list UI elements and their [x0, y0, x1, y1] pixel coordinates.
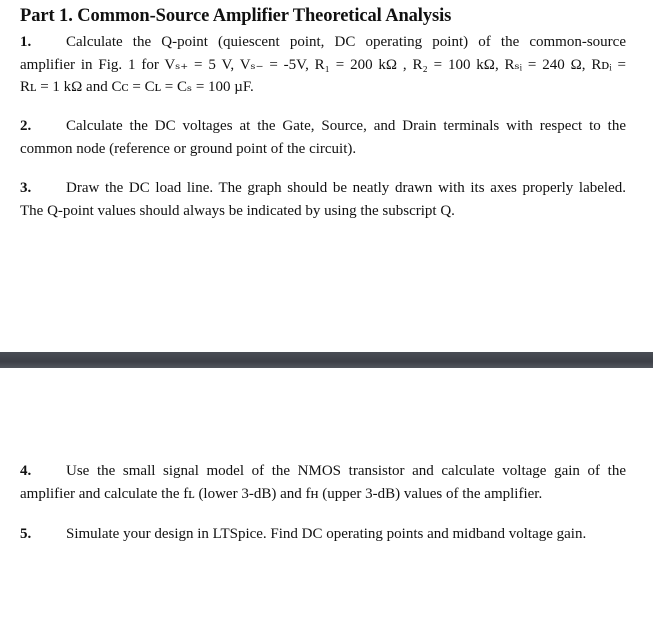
question-5-text-1: Simulate your design in LTSpice. Find DC operating points and midband voltage gain. — [66, 526, 587, 542]
question-4-text-1: Use the small signal model of the NMOS transistor and calculate voltage gain of the — [66, 463, 626, 479]
question-1-line-1 — [20, 31, 626, 54]
question-4-line-2: amplifier and calculate the fʟ (lower 3-dB) and fʜ (upper 3-dB) values of the amplifier. — [20, 485, 543, 502]
question-3-line-2: The Q-point values should always be indicated by using the subscript Q. — [20, 202, 455, 219]
question-3-line-1 — [20, 177, 626, 200]
question-2-text-1: Calculate the DC voltages at the Gate, Source, and Drain terminals with respect to the — [66, 118, 626, 134]
question-2 — [20, 115, 626, 160]
question-5-line-1 — [20, 523, 626, 546]
question-1-text-1: Calculate the Q-point (quiescent point, DC operating point) of the common-source — [66, 34, 626, 50]
question-2-line-2: common node (reference or ground point of the circuit). — [20, 140, 357, 157]
question-1-number: 1. — [20, 34, 32, 50]
question-5-number: 5. — [20, 526, 32, 542]
part-title: Part 1. Common-Source Amplifier Theoretical Analysis — [20, 6, 452, 26]
question-4-number: 4. — [20, 463, 32, 479]
section-divider — [0, 352, 653, 368]
question-1-line-3: Rʟ = 1 kΩ and Cᴄ = Cʟ = Cₛ = 100 µF. — [20, 79, 254, 95]
question-1-line-2: amplifier in Fig. 1 for Vₛ₊ = 5 V, Vₛ₋ = -5V, R₁ = 200 kΩ , R₂ = 100 kΩ, Rₛᵢ = 240 Ω, Rᴅᵢ = — [20, 56, 626, 73]
question-4 — [20, 460, 626, 505]
question-5 — [20, 523, 626, 546]
question-2-line-1 — [20, 115, 626, 138]
question-2-number: 2. — [20, 118, 32, 134]
question-3-text-1: Draw the DC load line. The graph should be neatly drawn with its axes properly labeled. — [66, 180, 626, 196]
question-3 — [20, 177, 626, 222]
question-3-number: 3. — [20, 180, 32, 196]
question-4-line-1 — [20, 460, 626, 483]
question-1 — [20, 31, 626, 99]
